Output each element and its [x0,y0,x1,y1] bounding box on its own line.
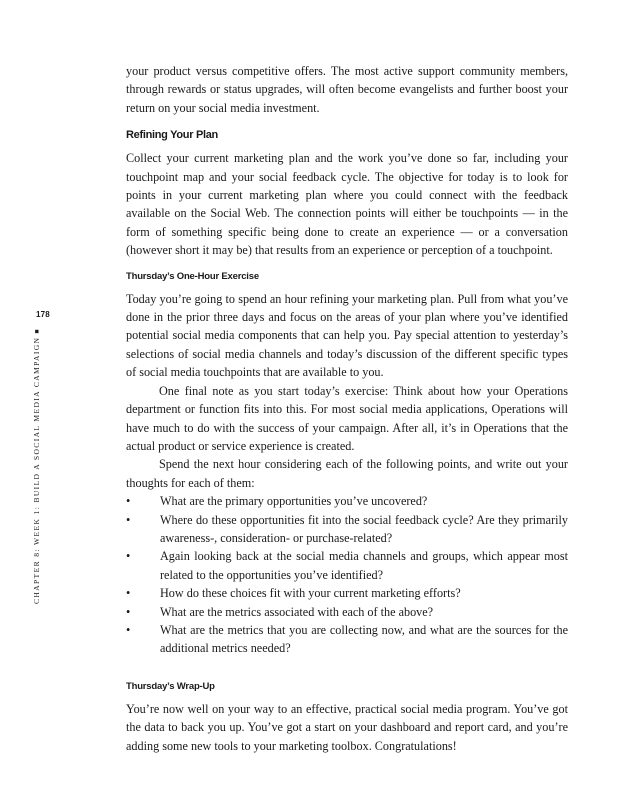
intro-paragraph: your product versus competitive offers. The most active support community members, through rewards or status upgrades, will often become evangelists and further boost your return on your social media investment. [126,64,568,115]
exercise-bullet-list [126,492,568,658]
exercise-paragraph-3: Spend the next hour considering each of the following points, and write out your thoughts for each of them: [126,457,568,490]
bullet-text: Again looking back at the social media channels and groups, which appear most related to the opportunities you’ve identified? [160,549,568,582]
main-text [126,62,568,755]
bullet-symbol: • [126,604,131,619]
exercise-paragraph-1: Today you’re going to spend an hour refining your marketing plan. Pull from what you’ve done in the prior three days and focus on the areas of your plan where you’ve identified potential social media components that can help you. Pay special attention to yesterday’s selections of social media channels and today’s discussion of the different specific types of social media touchpoints that are available to you. [126,291,568,380]
bullet-symbol: • [126,586,131,601]
bullet-item [126,492,568,510]
refining-paragraph: Collect your current marketing plan and the work you’ve done so far, including your touchpoint map and your social feedback cycle. The objective for today is to look for points in your current marketing plan where you could connect with the feedback available on the Social Web. The connection points will either be touchpoints — in the form of something specific being done to create an experience — or a conversation (however short it may be) that results from an experience or perception of a touchpoint. [126,151,568,258]
running-head-marker: ■ [33,329,41,334]
bullet-item [126,511,568,548]
bullet-text: What are the metrics that you are collecting now, and what are the sources for the additional metrics needed? [160,622,568,656]
wrapup-paragraph: You’re now well on your way to an effective, practical social media program. You’ve got the data to back you up. You’ve got a start on your dashboard and report card, and you’re adding some new tools to your marketing toolbox. Congratulations! [126,701,568,753]
bullet-symbol: • [126,494,131,509]
bullet-item [126,547,568,584]
bullet-item [126,621,568,658]
bullet-item [126,584,568,602]
running-head [32,329,41,604]
bullet-symbol: • [126,549,131,564]
bullet-text: What are the metrics associated with each of the above? [160,604,434,619]
bullet-symbol: • [126,622,131,637]
subheading-wrap-up: Thursday’s Wrap-Up [126,680,215,692]
bullet-item [126,603,568,621]
running-head-text: CHAPTER 8: WEEK 1: BUILD A SOCIAL MEDIA CAMPAIGN [32,336,41,604]
section-heading-refining-your-plan: Refining Your Plan [126,129,218,142]
bullet-text: What are the primary opportunities you’ve uncovered? [160,494,428,509]
bullet-text: Where do these opportunities fit into the social feedback cycle? Are they primarily awareness-, consideration- or purchase-related? [160,512,568,545]
bullet-text: How do these choices fit with your current marketing efforts? [160,586,461,601]
exercise-paragraph-2: One final note as you start today’s exercise: Think about how your Operations department or function fits into this. For most social media applications, Operations will have much to do with the success of your campaign. After all, it’s in Operations that the actual product or service experience is created. [126,383,568,453]
subheading-one-hour-exercise: Thursday’s One-Hour Exercise [126,270,259,282]
bullet-symbol: • [126,512,131,527]
page-number: 178 [36,310,50,319]
